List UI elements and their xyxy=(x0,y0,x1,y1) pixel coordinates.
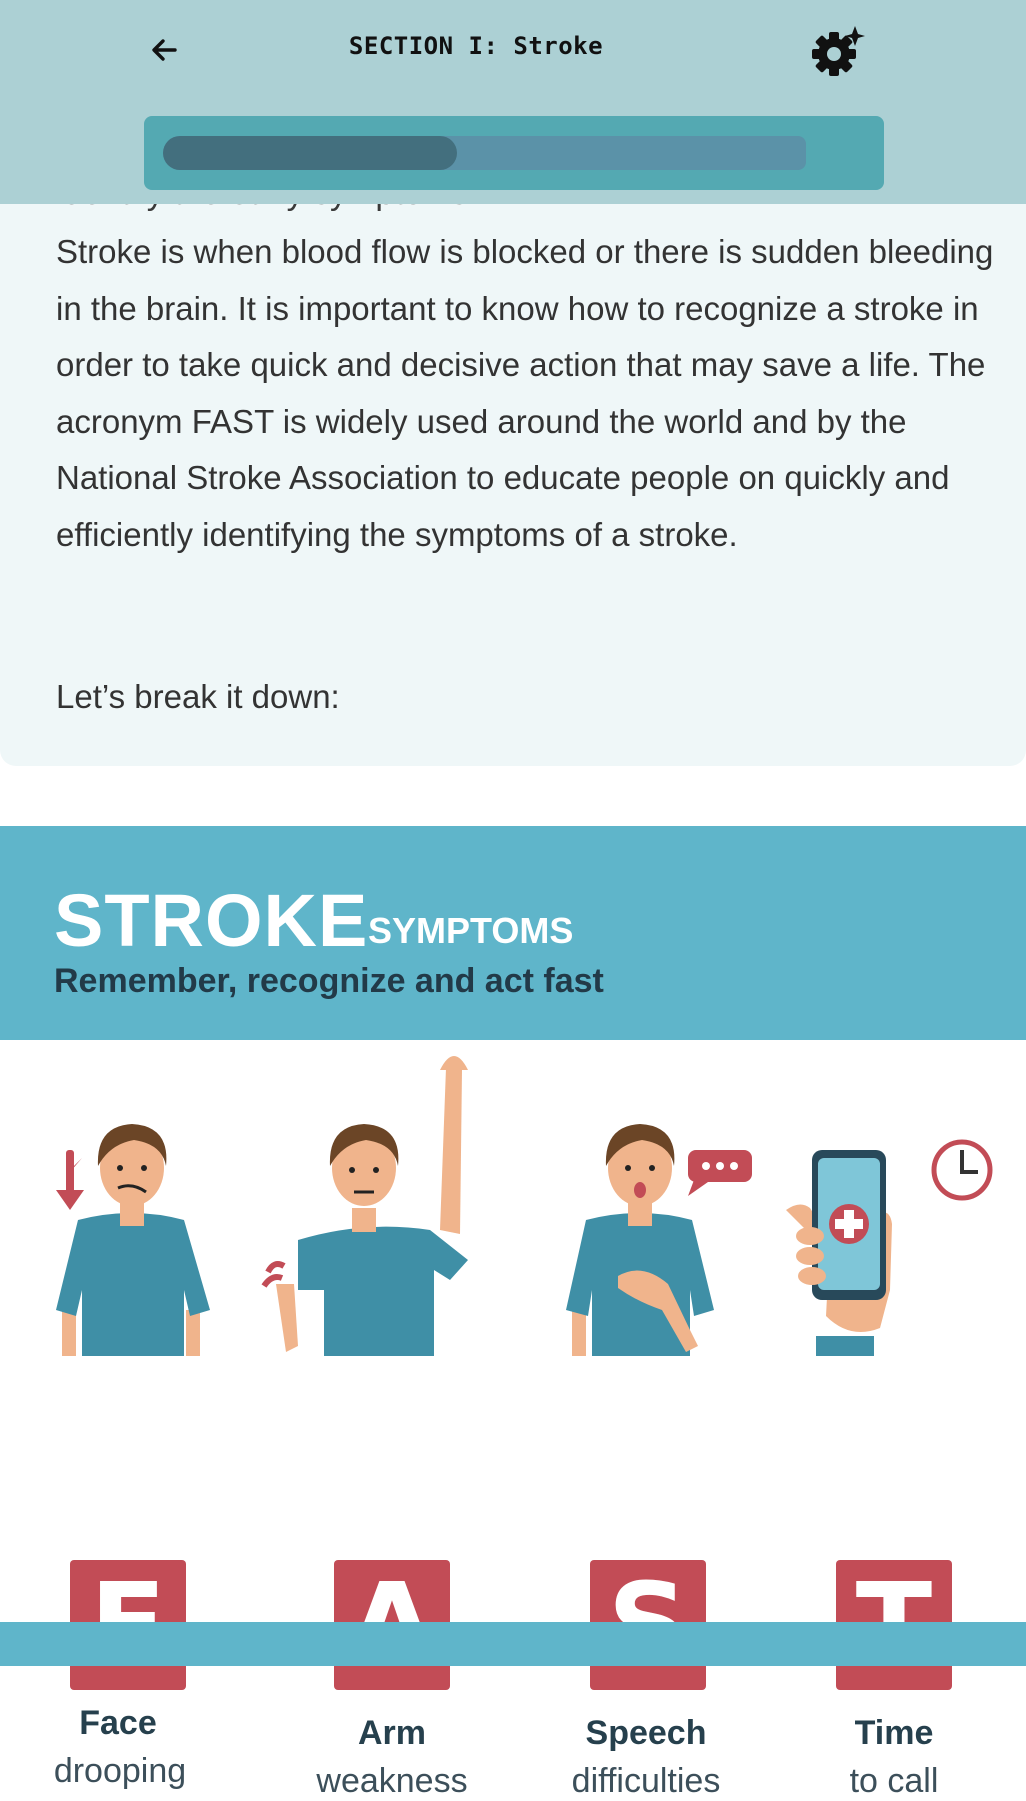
progress-fill xyxy=(163,136,457,170)
word-time: Time xyxy=(854,1714,934,1752)
down-arrow-icon xyxy=(56,1150,84,1210)
desc-arm: weakness xyxy=(316,1762,468,1800)
word-speech: Speech xyxy=(585,1714,707,1752)
arm-weakness-illustration xyxy=(264,1040,504,1560)
fast-item-speech xyxy=(522,1040,762,1800)
word-arm: Arm xyxy=(357,1714,427,1752)
desc-face: drooping xyxy=(53,1752,187,1790)
fast-infographic xyxy=(0,826,1026,1800)
content-card xyxy=(0,190,1026,766)
phone-call-illustration xyxy=(780,1040,1020,1560)
fast-item-time xyxy=(780,1040,1020,1800)
speech-bubble-icon xyxy=(688,1150,752,1196)
infographic-subtitle: SYMPTOMS xyxy=(368,910,574,951)
stroke-description: Stroke is when blood flow is blocked or there is sudden bleeding in the brain. It is important to know how to recognize a stroke in order to take quick and decisive action that may save a life. The acronym FAST is widely used around the world and by the National Stroke Association to educate people on quickly and efficiently identifying the symptoms of a stroke. xyxy=(56,233,994,553)
fast-item-arm xyxy=(264,1040,504,1800)
word-face: Face xyxy=(79,1704,157,1742)
settings-button[interactable] xyxy=(808,24,866,80)
desc-speech: difficulties xyxy=(571,1762,721,1800)
progress-bar xyxy=(144,116,884,190)
page-title: SECTION I: Stroke xyxy=(348,32,604,60)
infographic-footer-band xyxy=(0,1622,1026,1666)
gear-sparkle-icon xyxy=(808,24,866,80)
desc-time: to call xyxy=(849,1762,939,1800)
fast-item-face xyxy=(14,1040,254,1790)
top-app-bar xyxy=(0,0,1026,204)
speech-difficulties-illustration xyxy=(522,1040,762,1560)
breakdown-text: Let’s break it down: xyxy=(56,678,340,715)
infographic-tagline: Remember, recognize and act fast xyxy=(54,962,604,1000)
clock-icon xyxy=(934,1142,990,1198)
infographic-title: STROKE xyxy=(54,879,369,962)
infographic-header xyxy=(0,826,1026,1040)
face-drooping-illustration xyxy=(14,1040,254,1560)
